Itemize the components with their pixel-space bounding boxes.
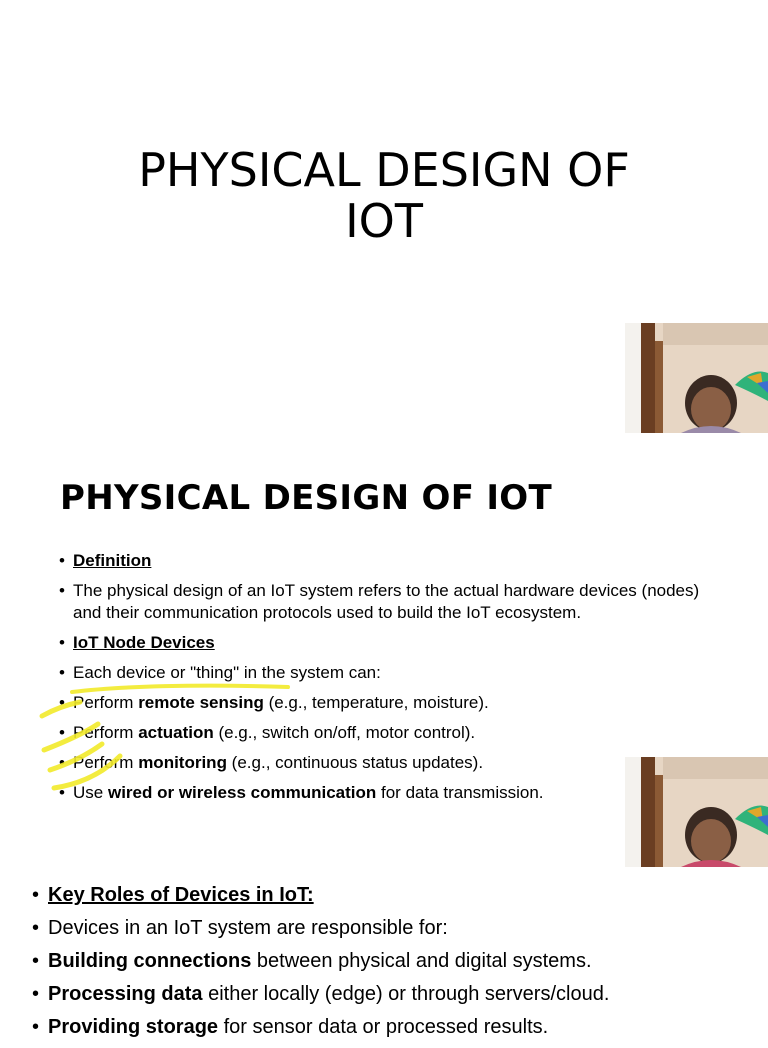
bullet-bold-text: Providing storage xyxy=(48,1016,219,1038)
bullet-text: (e.g., temperature, moisture). xyxy=(263,693,489,712)
bullet-heading-text: IoT Node Devices xyxy=(73,633,215,652)
bullet-text: Perform xyxy=(73,723,139,742)
title-line-1: PHYSICAL DESIGN OF xyxy=(138,142,630,197)
title-line-2: IOT xyxy=(345,193,423,248)
webcam-thumbnail xyxy=(625,323,768,433)
slide-title xyxy=(0,0,768,433)
bullet-text: (e.g., continuous status updates). xyxy=(226,753,484,772)
bullet-dot-icon: • xyxy=(32,884,40,906)
bullet-text: (e.g., switch on/off, motor control). xyxy=(213,723,476,742)
bullet-heading-text: Key Roles of Devices in IoT: xyxy=(48,884,314,906)
slide-physical-design xyxy=(0,434,768,866)
bullet-item xyxy=(59,692,713,714)
bullet-item xyxy=(32,949,748,974)
bullet-text: for data transmission. xyxy=(376,783,544,802)
bullet-list xyxy=(32,883,748,1048)
bullet-item xyxy=(59,580,713,624)
webcam-person-icon xyxy=(625,323,768,433)
bullet-heading xyxy=(59,632,713,654)
bullet-bold-text: wired or wireless communication xyxy=(107,783,377,802)
bullet-bold-text: actuation xyxy=(138,723,214,742)
bullet-text: between physical and digital systems. xyxy=(251,950,592,972)
bullet-list xyxy=(59,550,713,812)
bullet-item xyxy=(59,662,713,684)
bullet-item xyxy=(32,916,748,941)
bullet-bold-text: Processing data xyxy=(48,983,203,1005)
bullet-text: Use xyxy=(73,783,108,802)
bullet-dot-icon: • xyxy=(32,917,40,939)
slide-key-roles xyxy=(0,867,768,1038)
bullet-text: for sensor data or processed results. xyxy=(218,1016,549,1038)
bullet-dot-icon: • xyxy=(59,551,65,570)
bullet-dot-icon: • xyxy=(59,581,65,600)
bullet-dot-icon: • xyxy=(59,783,65,802)
bullet-text: Perform xyxy=(73,693,139,712)
webcam-person-icon xyxy=(625,757,768,867)
bullet-dot-icon: • xyxy=(32,950,40,972)
page-title xyxy=(0,142,768,248)
bullet-text: either locally (edge) or through servers/cloud. xyxy=(202,983,610,1005)
bullet-bold-text: remote sensing xyxy=(138,693,264,712)
bullet-heading xyxy=(59,550,713,572)
bullet-bold-text: monitoring xyxy=(138,753,227,772)
bullet-item xyxy=(32,982,748,1007)
bullet-text: Devices in an IoT system are responsible for: xyxy=(48,917,448,939)
bullet-dot-icon: • xyxy=(59,633,65,652)
bullet-text: Each device or "thing" in the system can: xyxy=(73,663,381,682)
bullet-dot-icon: • xyxy=(59,723,65,742)
bullet-bold-text: Building connections xyxy=(48,950,252,972)
webcam-thumbnail xyxy=(625,757,768,867)
bullet-dot-icon: • xyxy=(59,663,65,682)
bullet-dot-icon: • xyxy=(59,693,65,712)
bullet-heading xyxy=(32,883,748,908)
bullet-dot-icon: • xyxy=(32,1016,40,1038)
bullet-item xyxy=(59,782,713,804)
bullet-heading-text: Definition xyxy=(73,551,152,570)
bullet-dot-icon: • xyxy=(32,983,40,1005)
bullet-item xyxy=(59,752,713,774)
slide-heading: PHYSICAL DESIGN OF IOT xyxy=(60,478,552,518)
bullet-dot-icon: • xyxy=(59,753,65,772)
bullet-item xyxy=(59,722,713,744)
bullet-text: Perform xyxy=(73,753,139,772)
bullet-text: The physical design of an IoT system refers to the actual hardware devices (nodes) and their communication protocols used to build the IoT ecosystem. xyxy=(73,581,700,622)
bullet-item xyxy=(32,1015,748,1040)
